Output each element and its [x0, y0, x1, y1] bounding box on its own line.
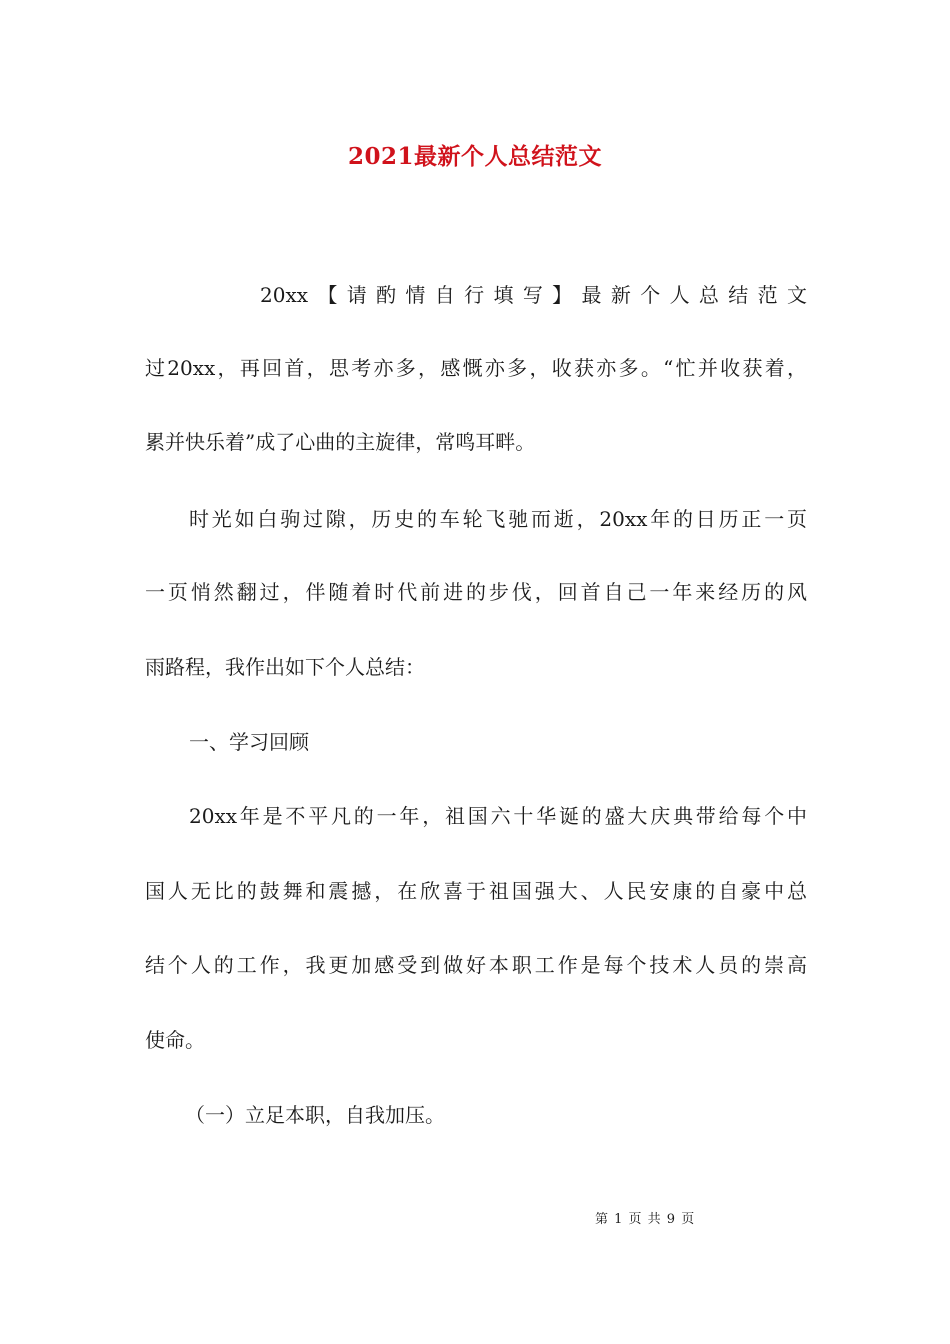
- body-line-1: 20xx【请酌情自行填写】最新个人总结范文: [260, 283, 807, 307]
- body-line-5: 一页悄然翻过，伴随着时代前进的步伐，回首自己一年来经历的风: [145, 580, 807, 604]
- body-line-11: 使命。: [145, 1028, 205, 1052]
- page-footer: 第 1 页 共 9 页: [595, 1212, 696, 1227]
- body-line-3: 累并快乐着”成了心曲的主旋律，常鸣耳畔。: [145, 430, 536, 454]
- section-heading-1: 一、学习回顾: [189, 730, 309, 754]
- body-line-6: 雨路程，我作出如下个人总结：: [145, 655, 425, 679]
- body-line-2: 过20xx，再回首，思考亦多，感慨亦多，收获亦多。“忙并收获着，: [145, 356, 807, 380]
- body-line-9: 国人无比的鼓舞和震撼，在欣喜于祖国强大、人民安康的自豪中总: [145, 879, 807, 903]
- document-title: 2021最新个人总结范文: [347, 143, 602, 170]
- body-line-10: 结个人的工作，我更加感受到做好本职工作是每个技术人员的崇高: [145, 953, 807, 977]
- body-line-8: 20xx年是不平凡的一年，祖国六十华诞的盛大庆典带给每个中: [189, 804, 807, 828]
- body-line-4: 时光如白驹过隙，历史的车轮飞驰而逝，20xx年的日历正一页: [189, 507, 807, 531]
- subsection-heading-1: （一）立足本职，自我加压。: [185, 1103, 445, 1127]
